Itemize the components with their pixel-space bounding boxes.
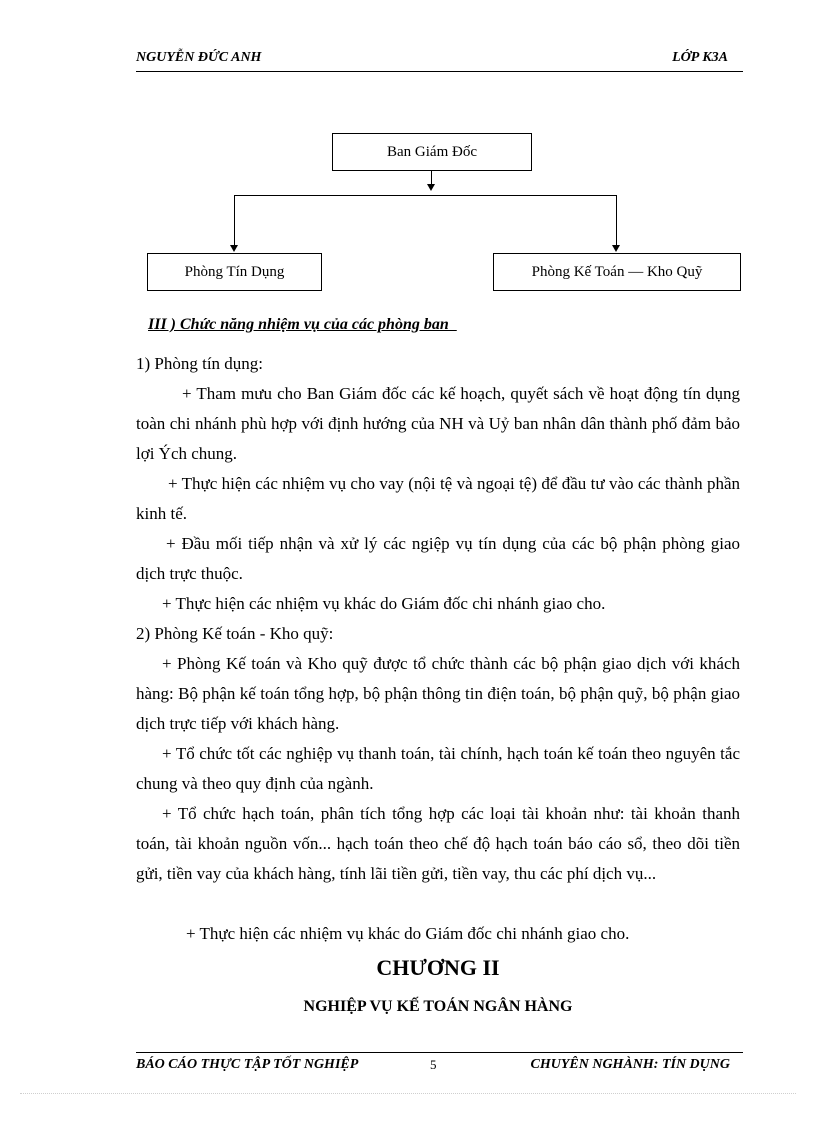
- arrow-down-icon: [612, 245, 620, 252]
- header-class: LỚP K3A: [672, 50, 728, 65]
- subheading-credit: 1) Phòng tín dụng:: [136, 354, 264, 373]
- section-heading: III ) Chức năng nhiệm vụ của các phòng ban: [148, 316, 457, 333]
- paragraph: + Phòng Kế toán và Kho quỹ được tổ chức thành các bộ phận giao dịch với khách hàng: Bộ phận kế toán tổng hợp, bộ phận thông tin điện toán, bộ phận quỹ, bộ phận giao dịch trực tiếp với khách hàng.: [136, 654, 740, 733]
- connector-line: [234, 195, 235, 245]
- org-box-right: [493, 253, 741, 291]
- paragraph: + Tổ chức tốt các nghiệp vụ thanh toán, tài chính, hạch toán kế toán theo nguyên tắc chung và theo quy định của ngành.: [136, 744, 740, 793]
- arrow-down-icon: [427, 184, 435, 191]
- chapter-number: CHƯƠNG II: [376, 955, 500, 980]
- connector-line: [616, 195, 617, 245]
- header-rule: [136, 71, 743, 72]
- paragraph: + Thực hiện các nhiệm vụ cho vay (nội tệ và ngoại tệ) để đầu tư vào các thành phần kinh tế.: [136, 474, 740, 523]
- connector-line: [234, 195, 617, 196]
- connector-line: [431, 170, 432, 184]
- page-number: 5: [430, 1057, 437, 1072]
- footer-rule: [136, 1052, 743, 1053]
- org-box-left: [147, 253, 322, 291]
- header-author: NGUYỄN ĐỨC ANH: [136, 50, 262, 65]
- paragraph: + Tham mưu cho Ban Giám đốc các kế hoạch, quyết sách về hoạt động tín dụng toàn chi nhánh phù hợp với định hướng của NH và Uỷ ban nhân dân thành phố đảm bảo lợi Ých chung.: [136, 384, 740, 463]
- org-box-top-label: Ban Giám Đốc: [387, 143, 477, 160]
- paragraph: + Đầu mối tiếp nhận và xử lý các ngiệp vụ tín dụng của các bộ phận phòng giao dịch trực thuộc.: [136, 534, 740, 583]
- page-edge-divider: [20, 1093, 796, 1094]
- footer-report-title: BÁO CÁO THỰC TẬP TỐT NGHIỆP: [136, 1057, 359, 1072]
- org-box-left-label: Phòng Tín Dụng: [184, 263, 285, 280]
- paragraph: + Thực hiện các nhiệm vụ khác do Giám đốc chi nhánh giao cho.: [186, 924, 630, 943]
- chapter-title: NGHIỆP VỤ KẾ TOÁN NGÂN HÀNG: [303, 998, 573, 1015]
- org-box-right-label: Phòng Kế Toán — Kho Quỹ: [531, 263, 703, 280]
- paragraph: + Thực hiện các nhiệm vụ khác do Giám đốc chi nhánh giao cho.: [162, 594, 606, 613]
- arrow-down-icon: [230, 245, 238, 252]
- footer-specialization: CHUYÊN NGHÀNH: TÍN DỤNG: [530, 1057, 730, 1072]
- paragraph: + Tổ chức hạch toán, phân tích tổng hợp các loại tài khoản như: tài khoản thanh toán, tài khoản nguồn vốn... hạch toán theo chế độ hạch toán báo cáo sổ, theo dõi tiền gửi, tiền vay của khách hàng, tính lãi tiền gửi, tiền vay, thu các phí dịch vụ...: [136, 804, 740, 883]
- org-box-top: [332, 133, 532, 171]
- subheading-accounting: 2) Phòng Kế toán - Kho quỹ:: [136, 624, 334, 643]
